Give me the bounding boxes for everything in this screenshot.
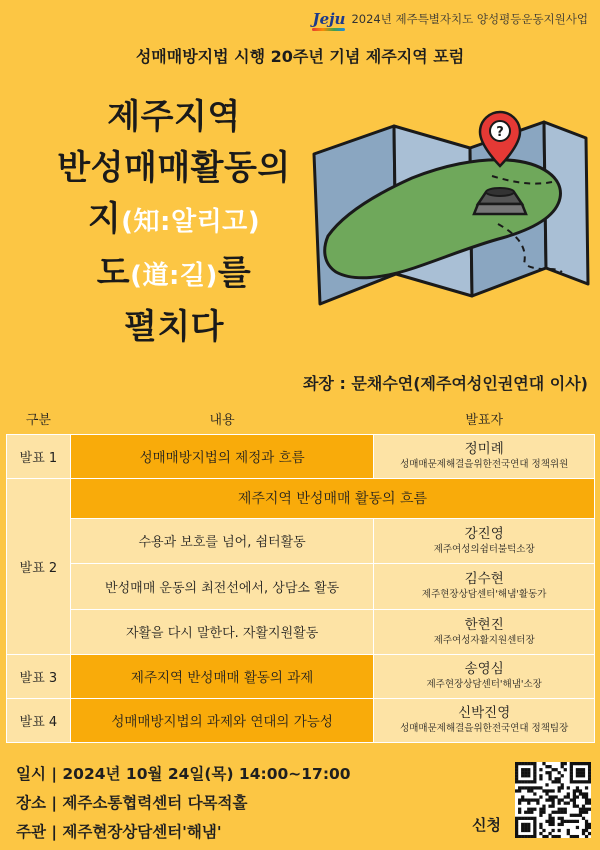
table-row-session-2-theme xyxy=(7,478,595,518)
presenter-org: 제주현장상담센터'해냄'소장 xyxy=(426,679,542,690)
presenter-name: 강진영 xyxy=(464,525,504,542)
chair-moderator: 좌장 : 문채수연(제주여성인권연대 이사) xyxy=(302,374,588,393)
header-content: 내용 xyxy=(70,404,373,434)
presenter-org: 제주현장상담센터'해냄'활동가 xyxy=(421,589,547,600)
presenter-name: 김수현 xyxy=(464,571,504,587)
sponsor-text: 2024년 제주특별자치도 양성평등운동지원사업 xyxy=(351,12,588,26)
jeju-logo xyxy=(312,10,345,28)
session-label: 발표 3 xyxy=(7,654,71,698)
table-row-session-3 xyxy=(7,654,595,698)
title-line-5: 펼치다 xyxy=(123,307,225,347)
event-datetime: 일시 | 2024년 10월 24일(목) 14:00~17:00 xyxy=(16,765,351,783)
header-bar xyxy=(0,6,600,32)
event-info xyxy=(16,760,351,847)
jeju-logo-swoosh xyxy=(312,28,345,31)
presenter-name: 신박진영 xyxy=(458,705,511,721)
presenter-org: 성매매문제해결을위한전국연대 정책위원 xyxy=(400,459,569,470)
event-host: 주관 | 제주현장상담센터'해냄' xyxy=(16,823,222,841)
session-label: 발표 1 xyxy=(7,434,71,478)
header-gubun: 구분 xyxy=(7,404,71,434)
presenter-name: 정미례 xyxy=(464,441,504,457)
presenter-cell xyxy=(374,698,595,742)
title-line-4-end: 를 xyxy=(217,253,252,293)
session-content: 성매매방지법의 과제와 연대의 가능성 xyxy=(70,698,373,742)
svg-text:?: ? xyxy=(496,125,504,140)
presenter-cell xyxy=(374,654,595,698)
session-content: 성매매방지법의 제정과 흐름 xyxy=(70,434,373,478)
table-row-session-2-talk-2 xyxy=(7,563,595,609)
session-content: 제주지역 반성매매 활동의 과제 xyxy=(70,654,373,698)
presenter-cell xyxy=(374,434,595,478)
apply-label: 신청 xyxy=(472,816,501,834)
forum-subtitle: 성매매방지법 시행 20주년 기념 제주지역 포럼 xyxy=(135,47,465,66)
presenter-org: 제주여성자활지원센터장 xyxy=(433,634,535,646)
session-content: 수용과 보호를 넘어, 쉼터활동 xyxy=(70,518,373,563)
session-theme: 제주지역 반성매매 활동의 흐름 xyxy=(70,478,594,518)
title-line-4-highlight: (道:길) xyxy=(130,261,218,291)
table-row-session-2-talk-1 xyxy=(7,518,595,563)
presenter-cell xyxy=(374,518,595,563)
jeju-logo-text: Jeju xyxy=(312,10,346,28)
poster-title xyxy=(14,92,334,353)
presenter-name: 송영심 xyxy=(464,661,504,677)
qr-code[interactable] xyxy=(515,762,591,838)
header-presenter: 발표자 xyxy=(374,404,595,434)
presenter-org: 제주여성의쉼터불턱소장 xyxy=(433,543,535,555)
title-line-2: 반성매매활동의 xyxy=(57,148,291,188)
table-row-session-2-talk-3 xyxy=(7,609,595,654)
table-row-session-1 xyxy=(7,434,595,478)
presenter-cell xyxy=(374,609,595,654)
session-label: 발표 4 xyxy=(7,698,71,742)
event-place: 장소 | 제주소통협력센터 다목적홀 xyxy=(16,794,248,812)
table-header-row xyxy=(7,404,595,434)
table-row-session-4 xyxy=(7,698,595,742)
title-line-3-main: 지 xyxy=(87,199,122,239)
title-line-3 xyxy=(14,194,334,248)
presenter-cell xyxy=(374,563,595,609)
title-line-4 xyxy=(14,248,334,302)
presenter-org: 성매매문제해결을위한전국연대 정책팀장 xyxy=(400,723,569,734)
program-table xyxy=(6,404,595,743)
presenter-name: 한현진 xyxy=(464,616,504,633)
title-line-3-highlight: (知:알리고) xyxy=(121,207,261,237)
title-line-4-main: 도 xyxy=(96,253,131,293)
title-line-1: 제주지역 xyxy=(107,97,241,137)
session-content: 자활을 다시 말한다. 자활지원활동 xyxy=(70,609,373,654)
session-content: 반성매매 운동의 최전선에서, 상담소 활동 xyxy=(70,563,373,609)
session-label: 발표 2 xyxy=(7,478,71,654)
folded-map-icon xyxy=(302,96,592,308)
